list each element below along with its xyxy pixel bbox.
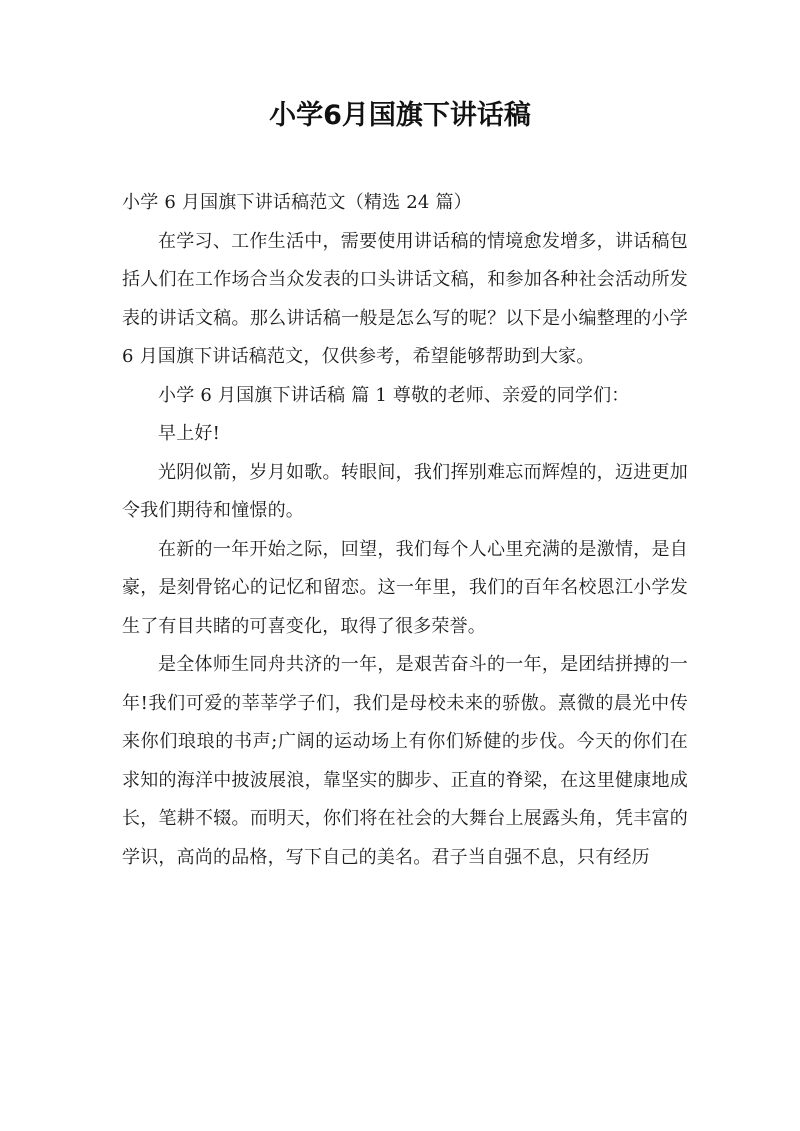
paragraph-intro: 在学习、工作生活中，需要使用讲话稿的情境愈发增多，讲话稿包括人们在工作场合当众发表的口头讲话文稿，和参加各种社会活动所发表的讲话文稿。那么讲话稿一般是怎么写的呢？以下是小编整理的小学 6 月国旗下讲话稿范文，仅供参考，希望能够帮助到大家。 <box>122 230 688 367</box>
page-title: 小学6月国旗下讲话稿 <box>269 100 531 131</box>
paragraph-speech-heading: 小学 6 月国旗下讲话稿 篇 1 尊敬的老师、亲爱的同学们： <box>158 384 630 406</box>
document-body <box>122 184 688 877</box>
paragraph-time: 光阴似箭，岁月如歌。转眼间，我们挥别难忘而辉煌的，迈进更加令我们期待和憧憬的。 <box>122 461 688 521</box>
paragraph-greeting: 早上好! <box>158 423 221 444</box>
paragraph-students: 是全体师生同舟共济的一年，是艰苦奋斗的一年，是团结拼搏的一年!我们可爱的莘莘学子们，我们是母校未来的骄傲。熹微的晨光中传来你们琅琅的书声;广阔的运动场上有你们矫健的步伐。今天的你们在求知的海洋中披波展浪，靠坚实的脚步、正直的脊梁，在这里健康地成长，笔耕不辍。而明天，你们将在社会的大舞台上展露头角，凭丰富的学识，高尚的品格，写下自己的美名。君子当自强不息，只有经历 <box>122 654 688 868</box>
paragraph-new-year: 在新的一年开始之际，回望，我们每个人心里充满的是激情，是自豪，是刻骨铭心的记忆和留恋。这一年里，我们的百年名校恩江小学发生了有目共睹的可喜变化，取得了很多荣誉。 <box>122 538 688 637</box>
document-subtitle: 小学 6 月国旗下讲话稿范文（精选 24 篇） <box>122 192 472 213</box>
